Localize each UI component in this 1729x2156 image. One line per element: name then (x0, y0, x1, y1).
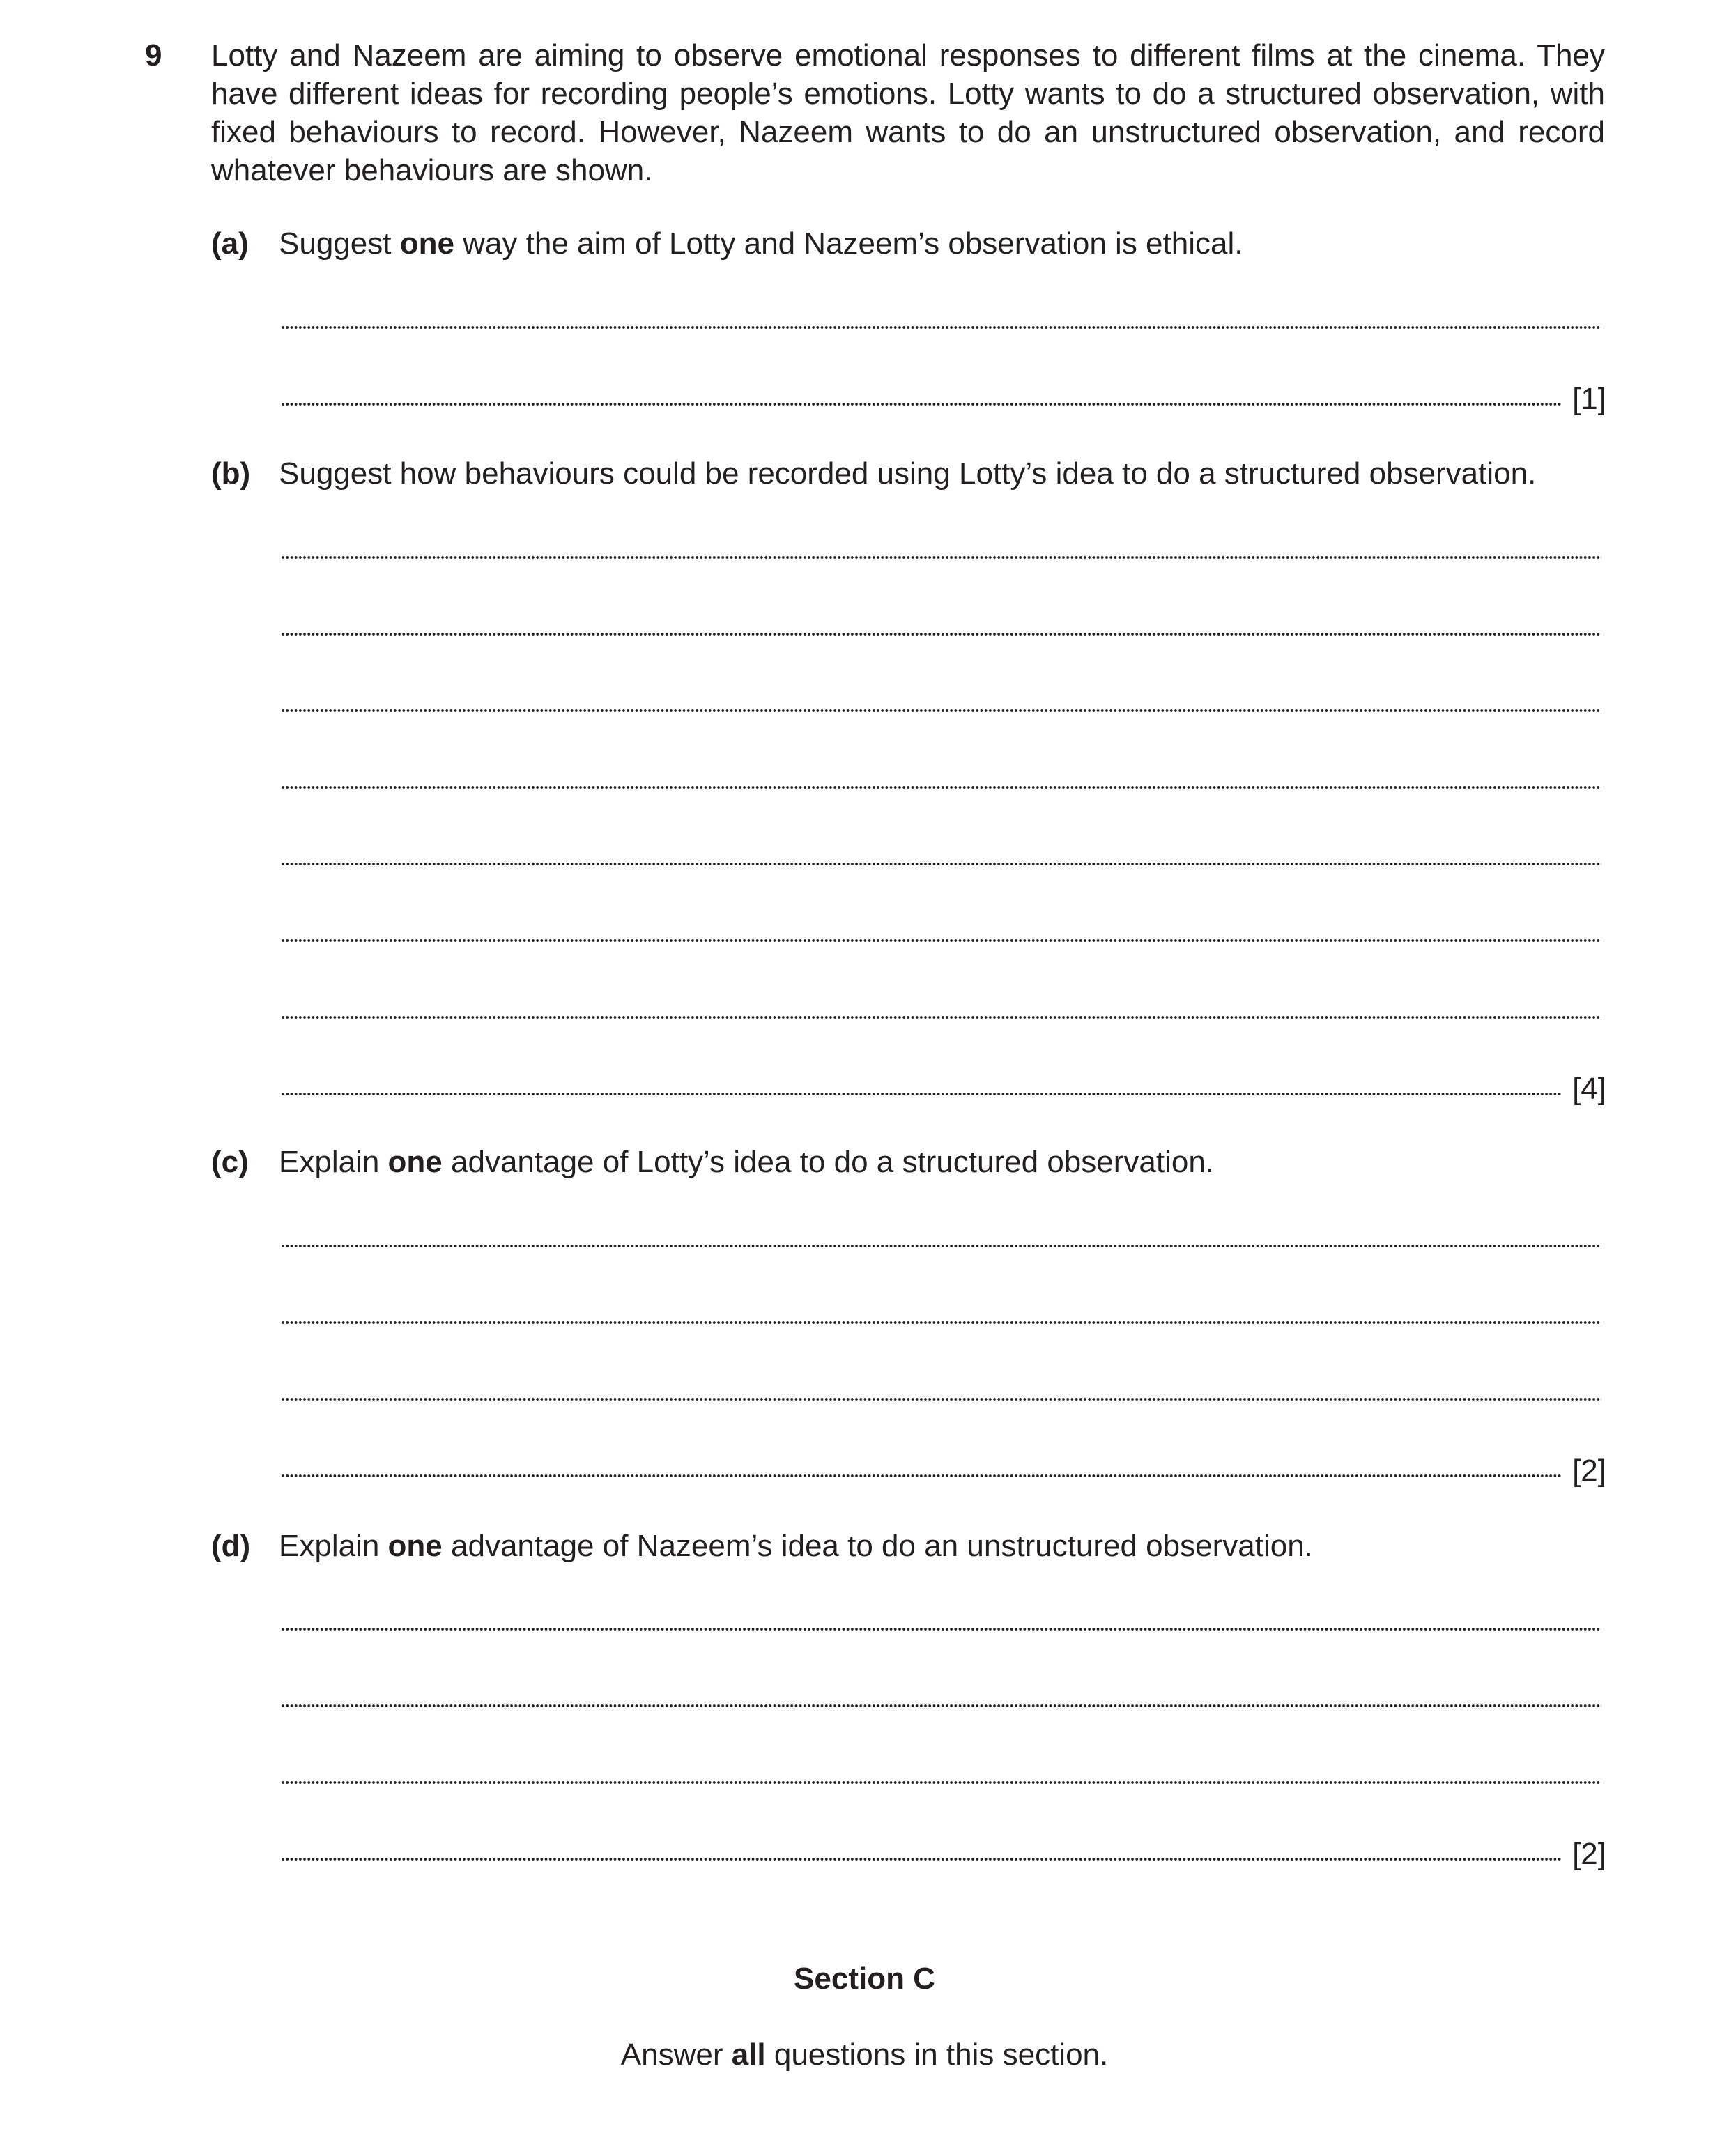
part-d-prompt-start: Explain (279, 1529, 388, 1563)
part-c-prompt-emphasis: one (387, 1145, 443, 1179)
answer-line[interactable] (281, 403, 1561, 406)
answer-line[interactable] (281, 633, 1601, 636)
part-b-prompt (279, 454, 1606, 493)
answer-line[interactable] (281, 1781, 1601, 1784)
part-a-prompt (279, 224, 1606, 263)
part-d-label: (d) (211, 1529, 251, 1563)
part-a-prompt-emphasis: one (399, 226, 454, 261)
part-c-marks: [2] (1572, 1454, 1606, 1488)
answer-line[interactable] (281, 939, 1601, 942)
answer-line[interactable] (281, 556, 1601, 559)
part-d-prompt (279, 1527, 1606, 1565)
answer-line[interactable] (281, 1245, 1601, 1247)
answer-line[interactable] (281, 1858, 1561, 1861)
part-c-label: (c) (211, 1145, 249, 1179)
section-title: Section C (794, 1962, 935, 1996)
answer-line[interactable] (281, 1628, 1601, 1631)
part-a-prompt-start: Suggest (279, 226, 400, 261)
part-a-marks: [1] (1572, 382, 1606, 416)
part-b-prompt-start: Suggest how behaviours could be recorded using Lotty’s idea to do a structured observation. (279, 456, 1537, 491)
answer-line[interactable] (281, 1321, 1601, 1324)
answer-line[interactable] (281, 1474, 1561, 1477)
section-instruction (0, 2035, 1729, 2074)
part-d-prompt-end: advantage of Nazeem’s idea to do an unstructured observation. (442, 1529, 1313, 1563)
answer-line[interactable] (281, 709, 1601, 712)
answer-line[interactable] (281, 1093, 1561, 1095)
section-instruction-emphasis: all (731, 2038, 766, 2072)
section-instruction-end: questions in this section. (765, 2038, 1109, 2072)
answer-line[interactable] (281, 326, 1601, 329)
part-a-label: (a) (211, 226, 249, 261)
part-b-marks: [4] (1572, 1072, 1606, 1106)
answer-line[interactable] (281, 1704, 1601, 1707)
question-number: 9 (145, 38, 162, 72)
part-b-label: (b) (211, 456, 251, 491)
answer-line[interactable] (281, 1016, 1601, 1019)
question-stem: Lotty and Nazeem are aiming to observe emotional responses to different films at the cinema. They have different ideas for recording people’s emotions. Lotty wants to do a structured observation, with fixed behaviours to record. However, Nazeem wants to do an unstructured observation, and record whatever behaviours are shown. (211, 38, 1605, 187)
section-instruction-start: Answer (620, 2038, 732, 2072)
answer-line[interactable] (281, 1398, 1601, 1401)
part-d-marks: [2] (1572, 1837, 1606, 1871)
part-d-prompt-emphasis: one (387, 1529, 443, 1563)
part-c-prompt-start: Explain (279, 1145, 388, 1179)
answer-line[interactable] (281, 786, 1601, 789)
part-a-prompt-end: way the aim of Lotty and Nazeem’s observation is ethical. (454, 226, 1243, 261)
part-c-prompt-end: advantage of Lotty’s idea to do a structured observation. (442, 1145, 1215, 1179)
answer-line[interactable] (281, 863, 1601, 865)
part-c-prompt (279, 1143, 1606, 1181)
